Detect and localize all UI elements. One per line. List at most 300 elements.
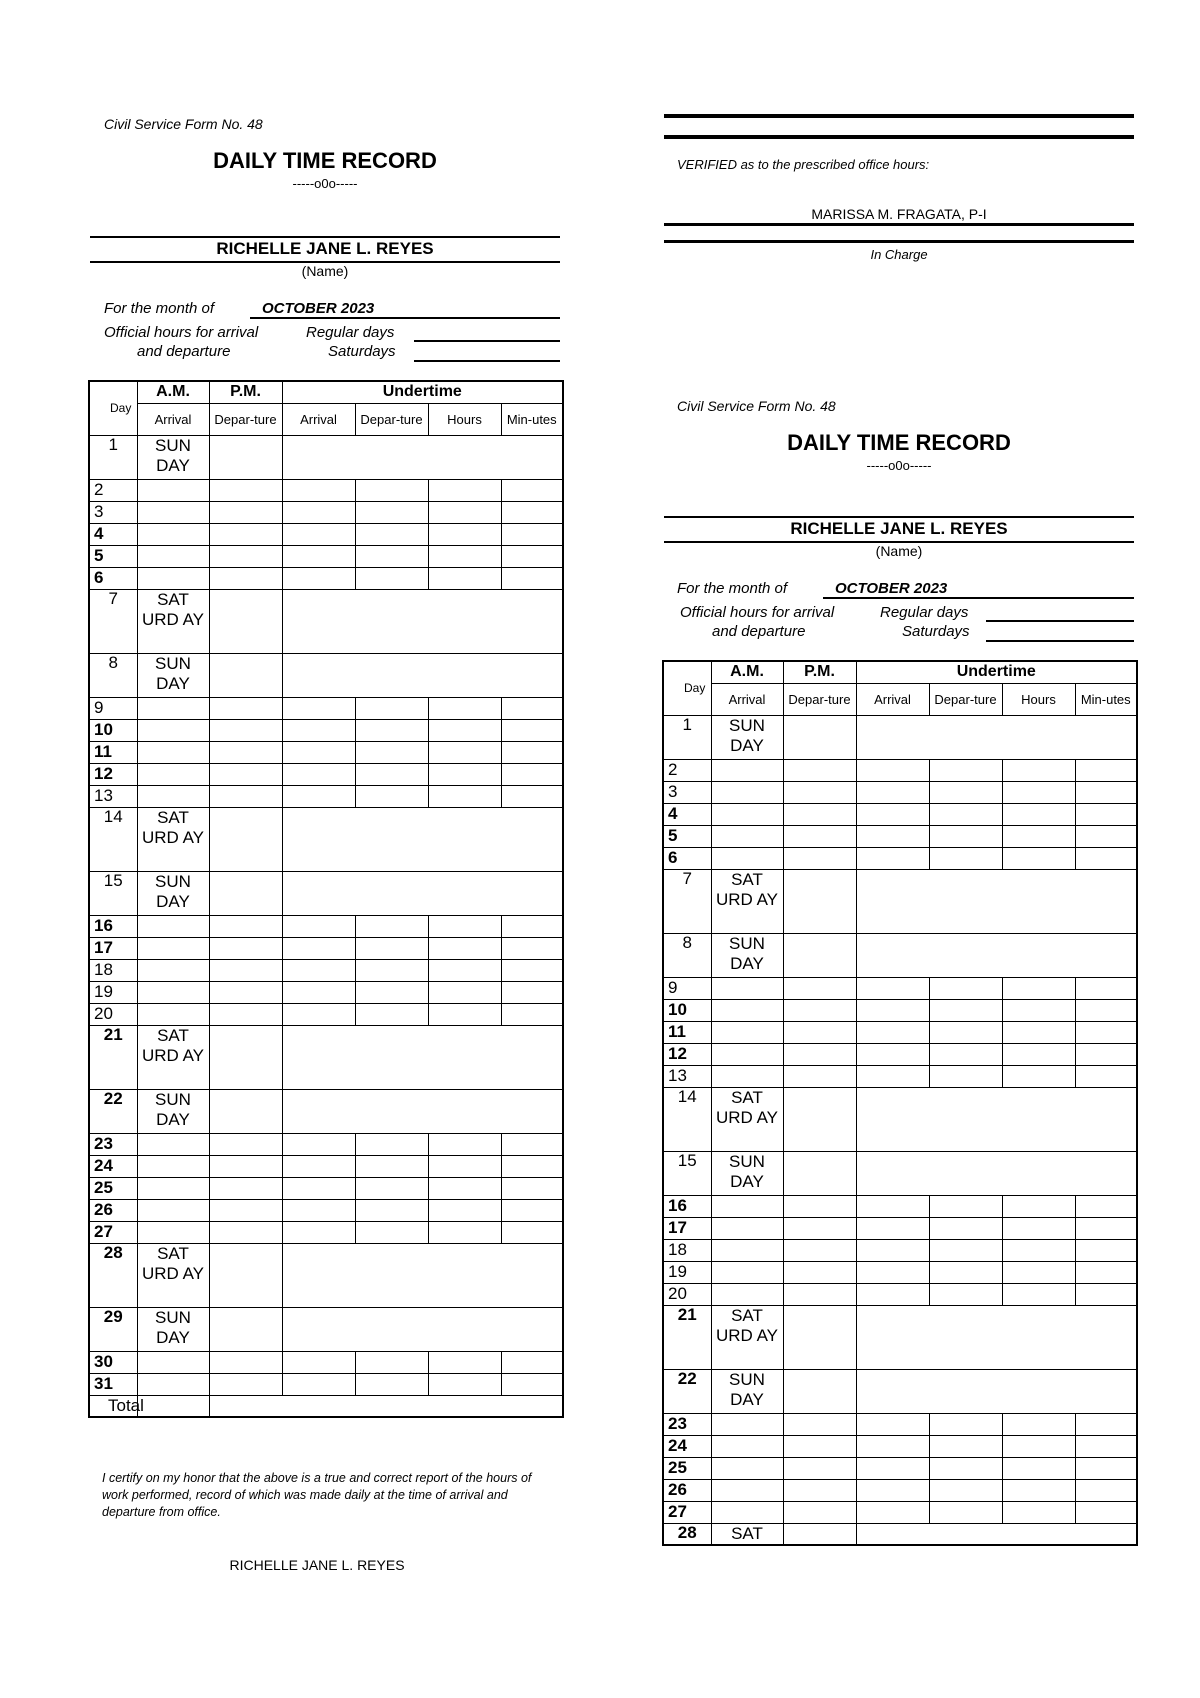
am-departure-cell[interactable]	[209, 981, 282, 1003]
am-departure-cell[interactable]	[209, 501, 282, 523]
pm-arrival-cell[interactable]	[282, 1351, 355, 1373]
am-arrival-cell[interactable]	[711, 803, 783, 825]
hours-cell[interactable]	[1002, 825, 1075, 847]
pm-departure-cell[interactable]	[355, 959, 428, 981]
am-departure-cell[interactable]	[783, 759, 856, 781]
pm-arrival-cell[interactable]	[282, 1177, 355, 1199]
am-arrival-cell[interactable]	[137, 1003, 209, 1025]
pm-arrival-cell[interactable]	[856, 1217, 929, 1239]
hours-cell[interactable]	[428, 719, 501, 741]
pm-arrival-cell[interactable]	[282, 1373, 355, 1395]
pm-arrival-cell[interactable]	[282, 959, 355, 981]
am-departure-cell[interactable]	[209, 741, 282, 763]
pm-arrival-cell[interactable]	[282, 741, 355, 763]
am-arrival-header: Arrival	[137, 403, 209, 435]
minutes-cell[interactable]	[501, 719, 563, 741]
pm-arrival-cell[interactable]	[856, 1479, 929, 1501]
minutes-cell[interactable]	[1075, 1413, 1137, 1435]
minutes-cell[interactable]	[501, 1199, 563, 1221]
pm-departure-cell[interactable]	[355, 1133, 428, 1155]
pm-departure-cell[interactable]	[929, 1261, 1002, 1283]
am-departure-cell[interactable]	[783, 1305, 856, 1369]
am-departure-cell[interactable]	[209, 1177, 282, 1199]
am-departure-cell[interactable]	[209, 871, 282, 915]
am-arrival-cell[interactable]	[137, 937, 209, 959]
am-arrival-cell[interactable]	[711, 1413, 783, 1435]
am-departure-cell[interactable]	[783, 1523, 856, 1545]
am-departure-cell[interactable]	[209, 1089, 282, 1133]
pm-arrival-cell[interactable]	[282, 719, 355, 741]
minutes-cell[interactable]	[1075, 1065, 1137, 1087]
hours-cell[interactable]	[1002, 781, 1075, 803]
day-row	[89, 1177, 563, 1199]
pm-departure-cell[interactable]	[929, 1217, 1002, 1239]
am-arrival-cell[interactable]	[137, 501, 209, 523]
minutes-cell[interactable]	[1075, 1261, 1137, 1283]
hours-cell[interactable]	[428, 501, 501, 523]
pm-arrival-cell[interactable]	[282, 1155, 355, 1177]
hours-cell[interactable]	[428, 1155, 501, 1177]
am-departure-cell[interactable]	[783, 1021, 856, 1043]
am-arrival-cell[interactable]	[711, 977, 783, 999]
am-departure-cell[interactable]	[783, 1065, 856, 1087]
am-departure-cell[interactable]	[783, 1217, 856, 1239]
pm-departure-cell[interactable]	[929, 1479, 1002, 1501]
hours-cell[interactable]	[428, 937, 501, 959]
am-arrival-cell[interactable]	[711, 1065, 783, 1087]
hours-cell[interactable]	[428, 567, 501, 589]
pm-departure-cell[interactable]	[355, 785, 428, 807]
pm-arrival-cell[interactable]	[282, 1199, 355, 1221]
am-departure-cell[interactable]	[209, 653, 282, 697]
am-departure-cell[interactable]	[209, 1025, 282, 1089]
pm-departure-cell[interactable]	[355, 763, 428, 785]
am-arrival-cell[interactable]	[137, 1155, 209, 1177]
am-departure-cell[interactable]	[783, 933, 856, 977]
hours-cell[interactable]	[1002, 1195, 1075, 1217]
pm-arrival-cell[interactable]	[856, 781, 929, 803]
am-arrival-cell[interactable]	[711, 1195, 783, 1217]
hours-cell[interactable]	[1002, 1501, 1075, 1523]
pm-departure-cell[interactable]	[355, 697, 428, 719]
day-header: Day	[663, 661, 711, 715]
minutes-cell[interactable]	[501, 937, 563, 959]
am-departure-cell[interactable]	[209, 1133, 282, 1155]
pm-departure-cell[interactable]	[929, 759, 1002, 781]
pm-departure-cell[interactable]	[929, 1043, 1002, 1065]
pm-departure-cell[interactable]	[929, 1065, 1002, 1087]
pm-arrival-cell[interactable]	[282, 1003, 355, 1025]
am-arrival-cell[interactable]	[137, 1221, 209, 1243]
hours-cell[interactable]	[1002, 1413, 1075, 1435]
pm-departure-cell[interactable]	[929, 977, 1002, 999]
pm-departure-cell[interactable]	[355, 741, 428, 763]
hours-cell[interactable]	[1002, 1261, 1075, 1283]
day-number: 21	[89, 1025, 137, 1089]
minutes-cell[interactable]	[1075, 1479, 1137, 1501]
am-arrival-cell[interactable]	[711, 781, 783, 803]
pm-arrival-cell[interactable]	[856, 1413, 929, 1435]
pm-arrival-cell[interactable]	[856, 1239, 929, 1261]
day-row	[89, 981, 563, 1003]
pm-arrival-cell[interactable]	[856, 803, 929, 825]
regular-days-field[interactable]	[414, 340, 560, 342]
pm-arrival-cell[interactable]	[856, 977, 929, 999]
am-arrival-cell[interactable]	[137, 785, 209, 807]
am-departure-cell[interactable]	[209, 1243, 282, 1307]
minutes-cell[interactable]	[501, 545, 563, 567]
hours-cell[interactable]	[428, 1177, 501, 1199]
am-departure-cell[interactable]	[209, 915, 282, 937]
am-departure-cell[interactable]	[783, 803, 856, 825]
pm-arrival-cell[interactable]	[856, 825, 929, 847]
am-arrival-cell[interactable]	[711, 825, 783, 847]
pm-arrival-cell[interactable]	[282, 567, 355, 589]
hours-cell[interactable]	[428, 523, 501, 545]
minutes-cell[interactable]	[1075, 1435, 1137, 1457]
name-caption-copy2: (Name)	[875, 543, 923, 559]
am-arrival-cell[interactable]	[137, 1199, 209, 1221]
am-arrival-cell[interactable]	[137, 741, 209, 763]
am-arrival-cell[interactable]	[711, 999, 783, 1021]
minutes-cell[interactable]	[1075, 759, 1137, 781]
day-row	[89, 871, 563, 915]
day-row	[663, 1261, 1137, 1283]
am-departure-cell[interactable]	[209, 1307, 282, 1351]
minutes-cell[interactable]	[501, 1221, 563, 1243]
minutes-cell[interactable]	[1075, 1501, 1137, 1523]
pm-departure-cell[interactable]	[929, 803, 1002, 825]
hours-cell[interactable]	[428, 479, 501, 501]
pm-departure-cell[interactable]	[929, 1435, 1002, 1457]
minutes-cell[interactable]	[501, 501, 563, 523]
pm-arrival-cell[interactable]	[282, 545, 355, 567]
am-arrival-cell[interactable]	[137, 1177, 209, 1199]
am-departure-cell[interactable]	[783, 781, 856, 803]
am-departure-cell[interactable]	[209, 1155, 282, 1177]
am-departure-cell[interactable]	[783, 1087, 856, 1151]
hours-cell[interactable]	[428, 1221, 501, 1243]
am-arrival-cell[interactable]	[137, 545, 209, 567]
minutes-cell[interactable]	[1075, 1195, 1137, 1217]
minutes-cell[interactable]	[501, 981, 563, 1003]
pm-arrival-cell[interactable]	[282, 763, 355, 785]
am-arrival-cell[interactable]	[137, 697, 209, 719]
pm-arrival-cell[interactable]	[856, 1435, 929, 1457]
pm-departure-cell[interactable]	[355, 937, 428, 959]
am-departure-cell[interactable]	[783, 1369, 856, 1413]
am-departure-cell[interactable]	[783, 715, 856, 759]
minutes-cell[interactable]	[1075, 803, 1137, 825]
am-departure-cell[interactable]	[209, 807, 282, 871]
pm-departure-cell[interactable]	[929, 1195, 1002, 1217]
am-departure-cell[interactable]	[209, 589, 282, 653]
am-departure-cell[interactable]	[209, 545, 282, 567]
am-departure-cell[interactable]	[783, 1283, 856, 1305]
minutes-cell[interactable]	[501, 523, 563, 545]
am-departure-cell[interactable]	[209, 567, 282, 589]
pm-arrival-cell[interactable]	[282, 1221, 355, 1243]
am-departure-cell[interactable]	[783, 1501, 856, 1523]
pm-arrival-cell[interactable]	[282, 523, 355, 545]
minutes-cell[interactable]	[501, 915, 563, 937]
am-arrival-cell[interactable]	[137, 479, 209, 501]
am-departure-cell[interactable]	[783, 1435, 856, 1457]
hours-cell[interactable]	[428, 915, 501, 937]
hours-cell[interactable]	[428, 1003, 501, 1025]
hours-cell[interactable]	[428, 741, 501, 763]
total-am-cell[interactable]	[137, 1395, 209, 1417]
minutes-cell[interactable]	[1075, 1283, 1137, 1305]
employee-signature: RICHELLE JANE L. REYES	[229, 1557, 405, 1573]
am-arrival-cell[interactable]	[137, 763, 209, 785]
day-row	[663, 825, 1137, 847]
am-departure-cell[interactable]	[209, 1351, 282, 1373]
pm-arrival-cell[interactable]	[856, 1283, 929, 1305]
pm-departure-cell[interactable]	[355, 1221, 428, 1243]
pm-departure-cell[interactable]	[929, 1413, 1002, 1435]
minutes-cell[interactable]	[501, 1133, 563, 1155]
am-departure-cell[interactable]	[209, 435, 282, 479]
hours-cell[interactable]	[1002, 999, 1075, 1021]
hours-cell[interactable]	[428, 959, 501, 981]
pm-arrival-cell[interactable]	[282, 697, 355, 719]
am-departure-cell[interactable]	[209, 479, 282, 501]
pm-departure-cell[interactable]	[355, 545, 428, 567]
pm-departure-cell[interactable]	[355, 981, 428, 1003]
pm-arrival-cell[interactable]	[856, 1043, 929, 1065]
am-arrival-cell[interactable]	[711, 847, 783, 869]
am-arrival-cell[interactable]	[711, 759, 783, 781]
minutes-cell[interactable]	[1075, 781, 1137, 803]
hours-cell[interactable]	[428, 763, 501, 785]
am-arrival-cell[interactable]	[137, 1351, 209, 1373]
hours-cell[interactable]	[1002, 1021, 1075, 1043]
am-departure-cell[interactable]	[209, 697, 282, 719]
minutes-cell[interactable]	[1075, 977, 1137, 999]
hours-cell[interactable]	[428, 1199, 501, 1221]
pm-arrival-cell[interactable]	[282, 479, 355, 501]
pm-departure-cell[interactable]	[355, 1177, 428, 1199]
am-departure-cell[interactable]	[783, 1043, 856, 1065]
minutes-cell[interactable]	[501, 1155, 563, 1177]
am-arrival-cell[interactable]	[137, 523, 209, 545]
day-number: 7	[663, 869, 711, 933]
minutes-cell[interactable]	[501, 959, 563, 981]
minutes-cell[interactable]	[1075, 1217, 1137, 1239]
am-departure-cell[interactable]	[209, 1373, 282, 1395]
weekend-label: SUN DAY	[137, 871, 209, 915]
am-arrival-cell[interactable]	[711, 1457, 783, 1479]
minutes-cell[interactable]	[1075, 1239, 1137, 1261]
pm-departure-cell[interactable]	[355, 523, 428, 545]
am-arrival-cell[interactable]	[711, 1261, 783, 1283]
hours-cell[interactable]	[1002, 759, 1075, 781]
pm-departure-cell[interactable]	[929, 825, 1002, 847]
am-arrival-cell[interactable]	[137, 567, 209, 589]
regular-days-label: Regular days	[306, 324, 395, 341]
pm-departure-cell[interactable]	[929, 999, 1002, 1021]
hours-cell[interactable]	[1002, 1217, 1075, 1239]
pm-departure-cell[interactable]	[929, 847, 1002, 869]
am-departure-cell[interactable]	[783, 1413, 856, 1435]
pm-arrival-cell[interactable]	[856, 1501, 929, 1523]
pm-departure-cell[interactable]	[355, 1199, 428, 1221]
am-arrival-cell[interactable]	[137, 915, 209, 937]
name-caption: (Name)	[301, 263, 349, 279]
hours-cell[interactable]	[1002, 1065, 1075, 1087]
hours-cell[interactable]	[1002, 1435, 1075, 1457]
am-departure-cell[interactable]	[783, 869, 856, 933]
regular-days-field-copy2[interactable]	[986, 620, 1134, 622]
am-departure-cell[interactable]	[783, 1195, 856, 1217]
am-arrival-cell[interactable]	[137, 719, 209, 741]
day-row	[663, 847, 1137, 869]
pm-departure-cell[interactable]	[355, 719, 428, 741]
hours-cell[interactable]	[1002, 1479, 1075, 1501]
hours-cell[interactable]	[1002, 803, 1075, 825]
weekend-blank-cell	[856, 1151, 1137, 1195]
minutes-cell[interactable]	[1075, 999, 1137, 1021]
minutes-cell[interactable]	[1075, 1457, 1137, 1479]
hours-cell[interactable]	[428, 545, 501, 567]
am-departure-cell[interactable]	[783, 999, 856, 1021]
minutes-cell[interactable]	[501, 479, 563, 501]
am-arrival-cell[interactable]	[711, 1283, 783, 1305]
am-arrival-cell[interactable]	[711, 1479, 783, 1501]
pm-arrival-cell[interactable]	[856, 1021, 929, 1043]
am-departure-header: Depar-ture	[209, 403, 282, 435]
am-arrival-cell[interactable]	[137, 959, 209, 981]
minutes-cell[interactable]	[501, 741, 563, 763]
pm-departure-cell[interactable]	[355, 1003, 428, 1025]
pm-arrival-cell[interactable]	[856, 999, 929, 1021]
am-departure-cell[interactable]	[783, 1261, 856, 1283]
pm-departure-cell[interactable]	[355, 915, 428, 937]
minutes-cell[interactable]	[501, 567, 563, 589]
am-departure-cell[interactable]	[209, 959, 282, 981]
minutes-cell[interactable]	[1075, 847, 1137, 869]
day-row	[89, 523, 563, 545]
pm-arrival-cell[interactable]	[856, 1457, 929, 1479]
day-number: 5	[663, 825, 711, 847]
am-arrival-cell[interactable]	[711, 1435, 783, 1457]
pm-departure-cell[interactable]	[929, 1283, 1002, 1305]
minutes-cell[interactable]	[501, 1003, 563, 1025]
minutes-cell[interactable]	[1075, 1021, 1137, 1043]
am-arrival-cell[interactable]	[137, 1133, 209, 1155]
pm-arrival-cell[interactable]	[856, 759, 929, 781]
am-departure-cell[interactable]	[209, 523, 282, 545]
am-departure-cell[interactable]	[209, 719, 282, 741]
hours-cell[interactable]	[1002, 1043, 1075, 1065]
pm-departure-cell[interactable]	[929, 781, 1002, 803]
pm-arrival-cell[interactable]	[856, 1195, 929, 1217]
am-departure-cell[interactable]	[783, 1457, 856, 1479]
am-departure-cell[interactable]	[209, 1199, 282, 1221]
saturdays-field[interactable]	[414, 360, 560, 362]
hours-cell[interactable]	[428, 1133, 501, 1155]
pm-departure-cell[interactable]	[929, 1239, 1002, 1261]
pm-arrival-cell[interactable]	[282, 1133, 355, 1155]
minutes-cell[interactable]	[501, 697, 563, 719]
weekend-label: SUN DAY	[711, 715, 783, 759]
am-departure-cell[interactable]	[209, 1221, 282, 1243]
pm-departure-cell[interactable]	[929, 1501, 1002, 1523]
pm-departure-cell[interactable]	[355, 1351, 428, 1373]
pm-departure-cell[interactable]	[355, 567, 428, 589]
saturdays-field-copy2[interactable]	[986, 640, 1134, 642]
minutes-cell[interactable]	[501, 763, 563, 785]
hours-cell[interactable]	[1002, 847, 1075, 869]
form-number: Civil Service Form No. 48	[104, 116, 263, 132]
am-departure-cell[interactable]	[209, 1003, 282, 1025]
am-departure-cell[interactable]	[209, 763, 282, 785]
pm-departure-cell[interactable]	[355, 479, 428, 501]
pm-departure-cell[interactable]	[355, 1155, 428, 1177]
day-number: 20	[663, 1283, 711, 1305]
pm-departure-cell[interactable]	[929, 1457, 1002, 1479]
am-departure-cell[interactable]	[209, 937, 282, 959]
am-departure-cell[interactable]	[783, 847, 856, 869]
day-row	[89, 1351, 563, 1373]
pm-arrival-cell[interactable]	[856, 1261, 929, 1283]
minutes-cell[interactable]	[1075, 825, 1137, 847]
hours-cell[interactable]	[428, 697, 501, 719]
day-number: 26	[663, 1479, 711, 1501]
pm-arrival-cell[interactable]	[282, 915, 355, 937]
am-departure-cell[interactable]	[783, 977, 856, 999]
day-row	[663, 715, 1137, 759]
hours-cell[interactable]	[1002, 1283, 1075, 1305]
pm-arrival-cell[interactable]	[282, 501, 355, 523]
am-departure-cell[interactable]	[209, 785, 282, 807]
hours-cell[interactable]	[1002, 1457, 1075, 1479]
minutes-cell[interactable]	[1075, 1043, 1137, 1065]
am-arrival-cell[interactable]	[711, 1239, 783, 1261]
hours-cell[interactable]	[428, 785, 501, 807]
minutes-cell[interactable]	[501, 785, 563, 807]
am-departure-cell[interactable]	[783, 1151, 856, 1195]
hours-cell[interactable]	[1002, 1239, 1075, 1261]
am-arrival-cell[interactable]	[711, 1217, 783, 1239]
minutes-cell[interactable]	[501, 1177, 563, 1199]
am-departure-cell[interactable]	[783, 825, 856, 847]
hours-cell[interactable]	[1002, 977, 1075, 999]
pm-arrival-cell[interactable]	[282, 785, 355, 807]
pm-departure-cell[interactable]	[355, 1373, 428, 1395]
pm-arrival-cell[interactable]	[856, 847, 929, 869]
hours-cell[interactable]	[428, 1351, 501, 1373]
am-arrival-cell[interactable]	[137, 981, 209, 1003]
pm-arrival-cell[interactable]	[282, 981, 355, 1003]
day-number: 5	[89, 545, 137, 567]
hours-cell[interactable]	[428, 981, 501, 1003]
am-arrival-cell[interactable]	[711, 1021, 783, 1043]
am-departure-cell[interactable]	[783, 1479, 856, 1501]
am-arrival-cell[interactable]	[711, 1043, 783, 1065]
pm-departure-cell[interactable]	[355, 501, 428, 523]
am-arrival-cell[interactable]	[137, 1373, 209, 1395]
minutes-cell[interactable]	[501, 1373, 563, 1395]
hours-cell[interactable]	[428, 1373, 501, 1395]
am-arrival-cell[interactable]	[711, 1501, 783, 1523]
minutes-cell[interactable]	[501, 1351, 563, 1373]
am-departure-cell[interactable]	[783, 1239, 856, 1261]
pm-arrival-cell[interactable]	[282, 937, 355, 959]
pm-departure-cell[interactable]	[929, 1021, 1002, 1043]
pm-arrival-cell[interactable]	[856, 1065, 929, 1087]
